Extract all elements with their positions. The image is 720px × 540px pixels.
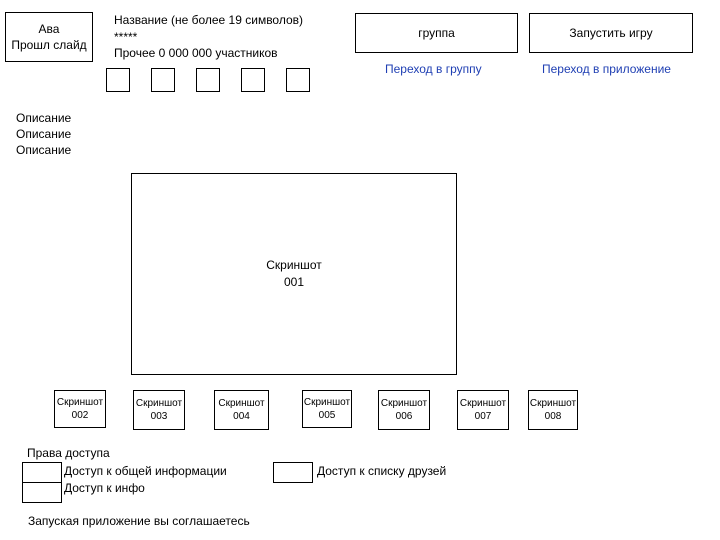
- thumbnail-label: Скриншот: [459, 398, 507, 409]
- launch-game-button[interactable]: [529, 13, 693, 53]
- avatar-subtitle: Прошл слайд: [11, 38, 87, 52]
- main-screenshot-label: Скриншот: [266, 258, 322, 272]
- thumbnail-label: Скриншот: [529, 398, 577, 409]
- screenshot-thumbnail-003[interactable]: [133, 390, 185, 430]
- launch-game-button-label: Запустить игру: [569, 26, 653, 40]
- screenshot-thumbnail-005[interactable]: [302, 390, 352, 428]
- thumbnail-label: Скриншот: [303, 397, 351, 408]
- friend-avatar-5[interactable]: [286, 68, 310, 92]
- avatar[interactable]: [5, 12, 93, 62]
- screenshot-thumbnail-006[interactable]: [378, 390, 430, 430]
- members-count: Прочее 0 000 000 участников: [114, 46, 278, 60]
- thumbnail-label: Скриншот: [218, 398, 265, 409]
- screenshot-thumbnail-004[interactable]: [214, 390, 269, 430]
- description-line: Описание: [16, 111, 72, 125]
- description-line: Описание: [16, 143, 72, 157]
- group-button-label: группа: [418, 26, 455, 40]
- thumbnail-number: 008: [544, 411, 562, 422]
- main-screenshot[interactable]: [131, 173, 457, 375]
- screenshot-thumbnail-008[interactable]: [528, 390, 578, 430]
- screenshot-thumbnail-007[interactable]: [457, 390, 509, 430]
- permission-label-friends: Доступ к списку друзей: [317, 464, 447, 478]
- description-line: Описание: [16, 127, 72, 141]
- thumbnail-label: Скриншот: [135, 398, 183, 409]
- permission-label-info: Доступ к инфо: [64, 481, 145, 495]
- thumbnail-number: 003: [150, 411, 168, 422]
- thumbnail-number: 005: [318, 410, 336, 421]
- avatar-label: Ава: [38, 22, 60, 36]
- agreement-text: Запуская приложение вы соглашаетесь: [28, 514, 250, 528]
- permissions-title: Права доступа: [27, 446, 110, 460]
- thumbnail-label: Скриншот: [380, 398, 428, 409]
- group-button[interactable]: [355, 13, 518, 53]
- screenshot-thumbnail-002[interactable]: [54, 390, 106, 428]
- thumbnail-number: 004: [233, 411, 250, 422]
- friend-avatar-3[interactable]: [196, 68, 220, 92]
- friend-avatar-2[interactable]: [151, 68, 175, 92]
- thumbnail-number: 006: [395, 411, 413, 422]
- permission-checkbox-info[interactable]: [22, 482, 62, 503]
- friend-avatar-1[interactable]: [106, 68, 130, 92]
- rating-stars: *****: [114, 30, 138, 44]
- permission-checkbox-friends[interactable]: [273, 462, 313, 483]
- permission-label-general: Доступ к общей информации: [64, 464, 227, 478]
- app-title: Название (не более 19 символов): [114, 13, 304, 27]
- thumbnail-number: 002: [71, 410, 89, 421]
- main-screenshot-number: 001: [283, 275, 305, 289]
- thumbnail-number: 007: [474, 411, 492, 422]
- permission-checkbox-general[interactable]: [22, 462, 62, 483]
- group-link[interactable]: Переход в группу: [385, 62, 482, 76]
- thumbnail-label: Скриншот: [56, 397, 104, 408]
- description: [16, 110, 71, 158]
- app-link[interactable]: Переход в приложение: [542, 62, 671, 76]
- friend-avatar-4[interactable]: [241, 68, 265, 92]
